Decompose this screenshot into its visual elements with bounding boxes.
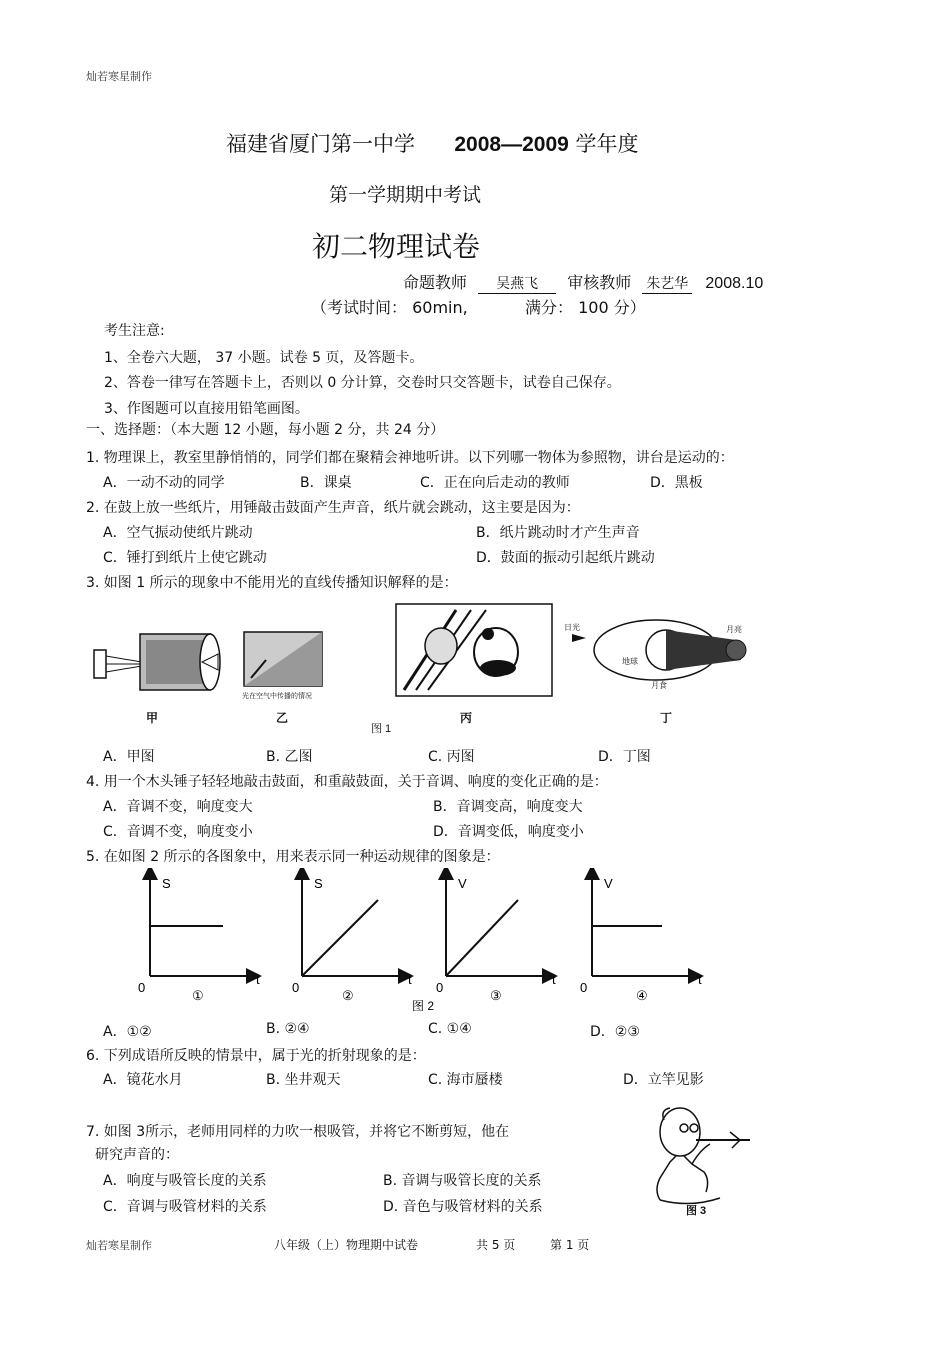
notice-item: 1、全卷六大题， 37 小题。试卷 5 页，及答题卡。 bbox=[104, 350, 424, 366]
graph-4-origin: 0 bbox=[580, 980, 588, 995]
figure-2 bbox=[130, 868, 720, 1016]
graph-3-y-label: V bbox=[458, 876, 467, 891]
fig1-ding-earth: 地球 bbox=[622, 657, 638, 666]
fig1-caption: 图 1 bbox=[371, 723, 392, 735]
title-sub: 第一学期期中考试 bbox=[329, 184, 482, 206]
graph-3-x-label: t bbox=[552, 972, 556, 987]
q3-option-d: D．丁图 bbox=[598, 749, 651, 765]
question-3: 3. 如图 1 所示的现象中不能用光的直线传播知识解释的是： bbox=[86, 575, 458, 591]
q3-option-b: B. 乙图 bbox=[266, 749, 313, 765]
q5-option-d: D．②③ bbox=[590, 1024, 640, 1040]
fig1-ding-moon: 月亮 bbox=[726, 625, 742, 634]
figure-3 bbox=[640, 1100, 760, 1220]
fig1-label-bing: 丙 bbox=[460, 711, 473, 725]
q5-option-c: C. ①④ bbox=[428, 1021, 472, 1037]
question-7: 7. 如图 3所示，老师用同样的力吹一根吸管，并将它不断剪短，他在 bbox=[86, 1124, 510, 1140]
q3-option-a: A．甲图 bbox=[103, 749, 155, 765]
fig2-caption: 图 2 bbox=[412, 999, 435, 1013]
q2-option-c: C．锤打到纸片上使它跳动 bbox=[103, 550, 267, 566]
q7-option-d: D. 音色与吸管材料的关系 bbox=[383, 1199, 543, 1215]
graph-3 bbox=[436, 872, 556, 1003]
graph-3-number: ③ bbox=[490, 988, 502, 1003]
graph-4-number: ④ bbox=[636, 988, 648, 1003]
graph-2-origin: 0 bbox=[292, 980, 300, 995]
q1-option-d: D．黑板 bbox=[650, 475, 703, 491]
question-7-cont: 研究声音的： bbox=[95, 1147, 179, 1163]
question-5: 5. 在如图 2 所示的各图象中，用来表示同一种运动规律的图象是： bbox=[86, 849, 500, 865]
graph-4-x-label: t bbox=[698, 972, 702, 987]
reviewer-name: 朱艺华 bbox=[642, 273, 692, 294]
fig1-yi-caption: 光在空气中传播的情况 bbox=[242, 693, 312, 700]
q2-option-d: D．鼓面的振动引起纸片跳动 bbox=[476, 550, 655, 566]
title-year-suffix: 学年度 bbox=[575, 132, 639, 156]
graph-4 bbox=[580, 872, 702, 1003]
q7-option-c: C．音调与吸管材料的关系 bbox=[103, 1199, 267, 1215]
q6-option-a: A．镜花水月 bbox=[103, 1072, 183, 1088]
fig1-label-ding: 丁 bbox=[660, 711, 673, 725]
graph-2-x-label: t bbox=[408, 972, 412, 987]
graph-1-number: ① bbox=[192, 988, 204, 1003]
fig1-ding-sun: 日光 bbox=[564, 623, 580, 632]
author-name: 吴燕飞 bbox=[478, 273, 556, 294]
q6-option-c: C. 海市蜃楼 bbox=[428, 1072, 503, 1088]
question-6: 6. 下列成语所反映的情景中，属于光的折射现象的是： bbox=[86, 1048, 426, 1064]
exam-time: （考试时间： 60min, bbox=[311, 298, 468, 317]
q2-option-a: A．空气振动使纸片跳动 bbox=[103, 525, 253, 541]
q4-option-b: B．音调变高，响度变大 bbox=[433, 799, 583, 815]
q6-option-d: D．立竿见影 bbox=[623, 1072, 704, 1088]
graph-2-y-label: S bbox=[314, 876, 323, 891]
q7-option-b: B. 音调与吸管长度的关系 bbox=[383, 1173, 542, 1189]
graph-3-line bbox=[446, 900, 518, 976]
notice-item: 2、答卷一律写在答题卡上，否则以 0 分计算，交卷时只交答题卡，试卷自己保存。 bbox=[104, 375, 621, 391]
exam-score: 满分： 100 分） bbox=[525, 298, 646, 317]
page-title: 初二物理试卷 bbox=[312, 230, 481, 263]
fig1-yi-drawing bbox=[244, 632, 322, 686]
meta-teachers bbox=[403, 270, 763, 294]
q2-option-b: B．纸片跳动时才产生声音 bbox=[476, 525, 640, 541]
fig1-label-yi: 乙 bbox=[276, 711, 289, 725]
fig1-jia-drawing bbox=[94, 634, 220, 690]
fig3-caption: 图 3 bbox=[686, 1205, 707, 1217]
question-4: 4. 用一个木头锤子轻轻地敲击鼓面，和重敲鼓面，关于音调、响度的变化正确的是： bbox=[86, 774, 608, 790]
q3-option-c: C. 丙图 bbox=[428, 749, 475, 765]
title-school: 福建省厦门第一中学 bbox=[226, 132, 415, 156]
footer-title: 八年级（上）物理期中试卷 bbox=[274, 1238, 419, 1252]
section-heading: 一、选择题：（本大题 12 小题，每小题 2 分，共 24 分） bbox=[86, 422, 445, 438]
q4-option-d: D．音调变低，响度变小 bbox=[433, 824, 584, 840]
header-watermark: 灿若寒星制作 bbox=[86, 70, 152, 83]
q1-option-a: A．一动不动的同学 bbox=[103, 475, 225, 491]
q5-option-b: B. ②④ bbox=[266, 1021, 310, 1037]
reviewer-label: 审核教师 bbox=[567, 273, 632, 292]
graph-3-origin: 0 bbox=[436, 980, 444, 995]
graph-2-line bbox=[302, 900, 378, 976]
fig1-ding-drawing bbox=[572, 620, 746, 680]
author-label: 命题教师 bbox=[403, 273, 468, 292]
q6-option-b: B. 坐井观天 bbox=[266, 1072, 341, 1088]
graph-2 bbox=[292, 872, 412, 1003]
q4-option-a: A．音调不变，响度变大 bbox=[103, 799, 253, 815]
graph-2-number: ② bbox=[342, 988, 354, 1003]
question-2: 2. 在鼓上放一些纸片，用锤敲击鼓面产生声音，纸片就会跳动，这主要是因为： bbox=[86, 500, 580, 516]
notice-title: 考生注意: bbox=[104, 323, 165, 339]
exam-date: 2008.10 bbox=[705, 275, 764, 292]
fig1-bing-drawing bbox=[396, 604, 552, 696]
question-1: 1. 物理课上，教室里静悄悄的，同学们都在聚精会神地听讲。以下列哪一物体为参照物，讲台是运动的： bbox=[86, 450, 734, 466]
graph-1-origin: 0 bbox=[138, 980, 146, 995]
figure-1 bbox=[86, 590, 766, 740]
footer-total-pages: 共 5 页 bbox=[476, 1238, 516, 1252]
graph-1 bbox=[138, 872, 260, 1003]
q5-option-a: A．①② bbox=[103, 1024, 152, 1040]
q1-option-c: C．正在向后走动的教师 bbox=[420, 475, 570, 491]
notice-item: 3、作图题可以直接用铅笔画图。 bbox=[104, 401, 309, 417]
title-school-line bbox=[226, 128, 639, 158]
graph-1-x-label: t bbox=[256, 972, 260, 987]
title-year: 2008—2009 bbox=[454, 133, 569, 156]
footer-page-number: 第 1 页 bbox=[550, 1238, 590, 1252]
graph-1-y-label: S bbox=[162, 876, 171, 891]
q7-option-a: A．响度与吸管长度的关系 bbox=[103, 1173, 267, 1189]
graph-4-y-label: V bbox=[604, 876, 613, 891]
q1-option-b: B．课桌 bbox=[300, 475, 352, 491]
footer-left: 灿若寒星制作 bbox=[86, 1239, 152, 1252]
teacher-drawing bbox=[657, 1108, 750, 1204]
fig1-label-jia: 甲 bbox=[146, 711, 159, 725]
q4-option-c: C．音调不变，响度变小 bbox=[103, 824, 253, 840]
fig1-ding-eclipse: 月食 bbox=[651, 681, 667, 690]
